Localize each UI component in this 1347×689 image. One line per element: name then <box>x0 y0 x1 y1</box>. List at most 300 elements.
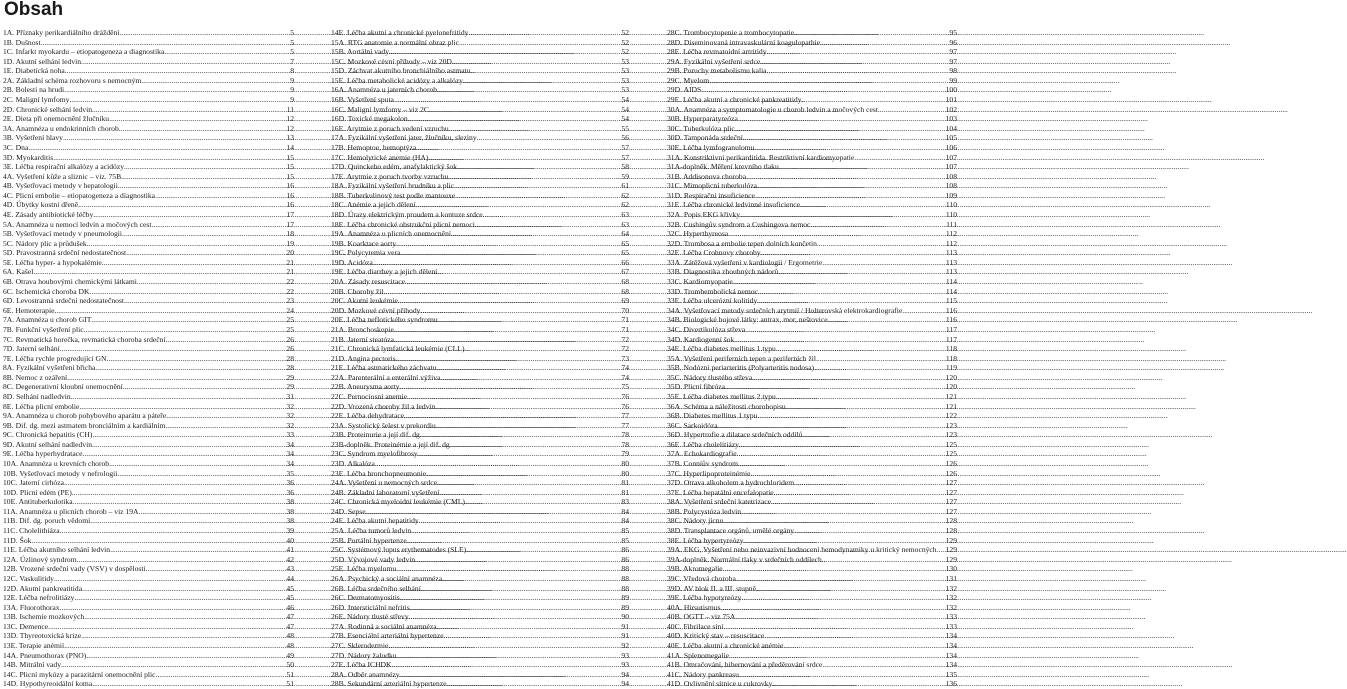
toc-entry-page: 68 <box>621 286 629 296</box>
toc-entry-title: 38E. Léčba hypertyreózy <box>667 535 744 545</box>
toc-entry[interactable] <box>667 248 957 258</box>
toc-entry[interactable] <box>667 162 957 172</box>
dot-leader <box>820 38 948 48</box>
toc-entry[interactable] <box>3 440 294 450</box>
toc-entry[interactable] <box>667 296 957 306</box>
toc-entry[interactable] <box>3 545 294 555</box>
toc-entry[interactable] <box>3 354 294 364</box>
toc-entry[interactable] <box>3 392 294 402</box>
dot-leader <box>166 335 286 345</box>
toc-entry[interactable] <box>3 239 294 249</box>
toc-entry[interactable] <box>667 105 957 115</box>
toc-entry[interactable] <box>667 28 957 38</box>
toc-entry[interactable] <box>667 411 957 421</box>
toc-entry[interactable] <box>331 210 629 220</box>
toc-entry[interactable] <box>667 315 957 325</box>
toc-entry-title: 1E. Diabetická noha <box>3 66 65 76</box>
toc-entry[interactable] <box>331 38 629 48</box>
toc-entry-title: 26A. Psychický a sociální anamnéza <box>331 573 443 583</box>
toc-entry[interactable] <box>667 392 957 402</box>
toc-entry[interactable] <box>3 105 294 115</box>
dot-leader <box>436 421 621 431</box>
dot-leader <box>463 76 620 86</box>
dot-leader <box>72 488 286 498</box>
toc-entry[interactable] <box>667 200 957 210</box>
toc-entry-title: 5A. Anamnéza u nemocí ledvin a močových cest <box>3 219 152 229</box>
toc-entry[interactable] <box>3 449 294 459</box>
toc-entry[interactable] <box>3 488 294 498</box>
toc-entry[interactable] <box>331 392 629 402</box>
toc-entry[interactable] <box>3 382 294 392</box>
toc-entry[interactable] <box>3 124 294 134</box>
toc-entry[interactable] <box>667 335 957 345</box>
toc-entry[interactable] <box>3 220 294 230</box>
toc-entry[interactable] <box>3 478 294 488</box>
toc-entry[interactable] <box>667 47 957 57</box>
toc-entry[interactable] <box>3 670 294 680</box>
toc-entry-page: 32 <box>286 401 294 411</box>
toc-entry[interactable] <box>3 306 294 316</box>
toc-entry[interactable] <box>3 153 294 163</box>
toc-entry-title: 22E. Léčba dehydratace <box>331 411 405 421</box>
toc-entry[interactable] <box>3 402 294 412</box>
dot-leader <box>435 402 620 412</box>
toc-entry[interactable] <box>331 660 629 670</box>
toc-entry[interactable] <box>3 593 294 603</box>
toc-entry[interactable] <box>3 641 294 651</box>
toc-entry[interactable] <box>331 622 629 632</box>
toc-entry[interactable] <box>3 287 294 297</box>
toc-entry[interactable] <box>667 57 957 67</box>
toc-entry[interactable] <box>667 191 957 201</box>
dot-leader <box>437 478 620 488</box>
toc-entry[interactable] <box>3 57 294 67</box>
toc-entry[interactable] <box>331 344 629 354</box>
toc-entry[interactable] <box>667 584 957 594</box>
toc-entry[interactable] <box>667 38 957 48</box>
toc-entry[interactable] <box>331 373 629 383</box>
toc-entry[interactable] <box>331 670 629 680</box>
dot-leader <box>61 660 285 670</box>
toc-entry[interactable] <box>667 133 957 143</box>
toc-entry[interactable] <box>331 47 629 57</box>
toc-entry-page: 45 <box>286 583 294 593</box>
toc-entry[interactable] <box>667 651 957 661</box>
toc-entry[interactable] <box>3 430 294 440</box>
toc-entry[interactable] <box>667 153 957 163</box>
toc-entry[interactable] <box>331 220 629 230</box>
toc-entry[interactable] <box>331 95 629 105</box>
toc-entry[interactable] <box>331 200 629 210</box>
toc-entry-title: 19B. Koarktace aorty <box>331 238 397 248</box>
toc-entry[interactable] <box>667 679 957 689</box>
dot-leader <box>755 191 945 201</box>
toc-entry[interactable] <box>331 143 629 153</box>
toc-entry-page: 21 <box>286 267 294 277</box>
toc-entry[interactable] <box>667 631 957 641</box>
toc-entry[interactable] <box>3 622 294 632</box>
dot-leader <box>77 555 286 565</box>
toc-entry[interactable] <box>331 421 629 431</box>
toc-entry[interactable] <box>667 536 957 546</box>
toc-entry[interactable] <box>3 564 294 574</box>
toc-entry[interactable] <box>331 354 629 364</box>
toc-entry-title: 41C. Nádory pankreasu <box>667 669 739 679</box>
toc-entry-page: 80 <box>621 459 629 469</box>
toc-entry-title: 5E. Léčba hyper- a hypokalémie <box>3 257 102 267</box>
dot-leader <box>902 306 945 316</box>
toc-entry[interactable] <box>3 507 294 517</box>
toc-entry[interactable] <box>331 612 629 622</box>
toc-entry-page: 108 <box>945 171 957 181</box>
toc-entry[interactable] <box>667 306 957 316</box>
toc-entry[interactable] <box>3 555 294 565</box>
toc-entry[interactable] <box>667 478 957 488</box>
toc-entry[interactable] <box>3 315 294 325</box>
toc-entry-title: 14D. Hypothyreoidální koma <box>3 679 93 689</box>
toc-entry[interactable] <box>3 38 294 48</box>
toc-entry[interactable] <box>3 325 294 335</box>
toc-entry[interactable] <box>667 440 957 450</box>
dot-leader <box>166 411 285 421</box>
toc-entry[interactable] <box>3 191 294 201</box>
toc-entry[interactable] <box>3 172 294 182</box>
toc-entry-page: 93 <box>621 650 629 660</box>
toc-entry[interactable] <box>667 124 957 134</box>
dot-leader <box>437 622 621 632</box>
toc-entry[interactable] <box>331 555 629 565</box>
dot-leader <box>419 516 621 526</box>
toc-entry[interactable] <box>667 564 957 574</box>
dot-leader <box>117 469 285 479</box>
toc-entry[interactable] <box>331 191 629 201</box>
toc-entry[interactable] <box>667 555 957 565</box>
toc-entry[interactable] <box>667 363 957 373</box>
dot-leader <box>794 526 945 536</box>
toc-entry[interactable] <box>331 124 629 134</box>
toc-entry[interactable] <box>3 631 294 641</box>
toc-entry-title: 12A. Úzlinový syndrom <box>3 554 77 564</box>
toc-entry[interactable] <box>331 545 629 555</box>
toc-entry-title: 34A. Vyšetřovací metody srdečních arytmií / Holterovská elektrokardiografie <box>667 305 903 315</box>
toc-entry[interactable] <box>667 574 957 584</box>
toc-entry-title: 24D. Sepse <box>331 506 366 516</box>
toc-entry[interactable] <box>667 354 957 364</box>
toc-entry[interactable] <box>331 296 629 306</box>
toc-entry[interactable] <box>331 507 629 517</box>
dot-leader <box>48 622 285 632</box>
toc-entry-title: 15A. RTG anatomie a normální obraz plic <box>331 37 459 47</box>
toc-entry-title: 20B. Choroby žil <box>331 286 384 296</box>
toc-entry[interactable] <box>3 459 294 469</box>
toc-entry[interactable] <box>3 85 294 95</box>
toc-entry[interactable] <box>331 277 629 287</box>
toc-entry[interactable] <box>331 382 629 392</box>
toc-entry[interactable] <box>667 545 957 555</box>
dot-leader <box>124 296 285 306</box>
toc-entry[interactable] <box>331 306 629 316</box>
toc-entry[interactable] <box>3 373 294 383</box>
toc-entry-page: 47 <box>286 612 294 622</box>
toc-entry[interactable] <box>331 402 629 412</box>
toc-entry[interactable] <box>3 526 294 536</box>
toc-entry-title: 2B. Bolesti na hrudi <box>3 85 65 95</box>
toc-entry[interactable] <box>667 344 957 354</box>
toc-entry[interactable] <box>331 593 629 603</box>
toc-entry[interactable] <box>3 584 294 594</box>
toc-entry-title: 37A. Echokardiografie <box>667 449 737 459</box>
toc-entry[interactable] <box>331 66 629 76</box>
toc-entry[interactable] <box>667 258 957 268</box>
toc-entry[interactable] <box>3 651 294 661</box>
toc-entry[interactable] <box>3 497 294 507</box>
toc-entry[interactable] <box>3 133 294 143</box>
dot-leader <box>119 28 289 38</box>
toc-entry[interactable] <box>331 497 629 507</box>
toc-entry[interactable] <box>3 411 294 421</box>
dot-leader <box>410 603 621 613</box>
toc-entry-title: 34B. Biologické bojové látky: antrax, mor, neštovice <box>667 315 828 325</box>
dot-leader <box>822 555 945 565</box>
toc-entry[interactable] <box>331 564 629 574</box>
toc-entry-page: 112 <box>945 238 957 248</box>
toc-entry-title: 17E. Arytmie z poruch tvorby vzruchu <box>331 171 449 181</box>
toc-entry[interactable] <box>331 239 629 249</box>
toc-entry[interactable] <box>3 143 294 153</box>
toc-entry[interactable] <box>667 382 957 392</box>
toc-entry[interactable] <box>331 363 629 373</box>
toc-entry-page: 47 <box>286 621 294 631</box>
toc-entry[interactable] <box>331 114 629 124</box>
toc-entry[interactable] <box>331 469 629 479</box>
dot-leader <box>774 488 945 498</box>
toc-entry-title: 1A. Příznaky perikardiálního dráždění <box>3 28 120 37</box>
toc-entry[interactable] <box>331 526 629 536</box>
toc-entry[interactable] <box>667 66 957 76</box>
toc-entry[interactable] <box>667 459 957 469</box>
toc-entry[interactable] <box>667 526 957 536</box>
toc-entry[interactable] <box>331 536 629 546</box>
toc-entry[interactable] <box>667 220 957 230</box>
toc-entry[interactable] <box>667 488 957 498</box>
toc-entry-title: 34C. Divertikulóza střeva <box>667 324 746 334</box>
toc-entry[interactable] <box>331 325 629 335</box>
dot-leader <box>126 248 285 258</box>
toc-entry[interactable] <box>667 76 957 86</box>
toc-entry[interactable] <box>3 267 294 277</box>
toc-entry[interactable] <box>667 210 957 220</box>
toc-entry-title: 4A. Vyšetření kůže a sliznic – viz. 75B <box>3 171 122 181</box>
toc-entry-page: 71 <box>621 324 629 334</box>
dot-leader <box>794 478 944 488</box>
toc-entry[interactable] <box>331 440 629 450</box>
toc-entry[interactable] <box>667 85 957 95</box>
toc-entry[interactable] <box>3 210 294 220</box>
toc-entry[interactable] <box>3 277 294 287</box>
toc-entry[interactable] <box>667 641 957 651</box>
dot-leader <box>470 66 620 76</box>
dot-leader <box>733 277 945 287</box>
dot-leader <box>457 162 620 172</box>
toc-entry[interactable] <box>331 181 629 191</box>
toc-entry[interactable] <box>331 651 629 661</box>
toc-entry[interactable] <box>3 114 294 124</box>
toc-entry[interactable] <box>331 459 629 469</box>
toc-entry[interactable] <box>667 612 957 622</box>
toc-entry[interactable] <box>331 133 629 143</box>
toc-entry[interactable] <box>667 593 957 603</box>
toc-entry[interactable] <box>3 679 294 689</box>
toc-entry[interactable] <box>331 153 629 163</box>
toc-entry-title: 6B. Otrava houbovými chemickými látkami <box>3 277 137 287</box>
toc-entry[interactable] <box>331 603 629 613</box>
toc-entry[interactable] <box>3 76 294 86</box>
toc-entry[interactable] <box>331 172 629 182</box>
toc-entry[interactable] <box>331 574 629 584</box>
toc-entry[interactable] <box>331 584 629 594</box>
toc-entry[interactable] <box>331 641 629 651</box>
toc-entry-page: 94 <box>621 669 629 679</box>
dot-leader <box>64 478 285 488</box>
toc-entry[interactable] <box>3 574 294 584</box>
toc-entry[interactable] <box>331 287 629 297</box>
toc-entry[interactable] <box>331 449 629 459</box>
toc-entry-title: 6A. Kašel <box>3 267 34 277</box>
toc-entry-page: 133 <box>945 612 957 622</box>
toc-entry-page: 59 <box>621 171 629 181</box>
toc-entry-page: 58 <box>621 162 629 172</box>
toc-entry-title: 4D. Úbytky kostní dřeně <box>3 200 79 210</box>
toc-entry[interactable] <box>667 507 957 517</box>
toc-entry-title: 31A. Konstriktivní perikarditida. Restriktivní kardiomyopatie <box>667 152 855 162</box>
toc-entry[interactable] <box>331 631 629 641</box>
toc-entry[interactable] <box>331 85 629 95</box>
dot-leader <box>828 315 945 325</box>
toc-entry[interactable] <box>331 430 629 440</box>
toc-entry[interactable] <box>3 258 294 268</box>
toc-entry[interactable] <box>667 516 957 526</box>
dot-leader <box>429 105 621 115</box>
toc-entry[interactable] <box>331 258 629 268</box>
dot-leader <box>454 181 620 191</box>
toc-entry[interactable] <box>3 363 294 373</box>
toc-entry[interactable] <box>331 488 629 498</box>
toc-entry[interactable] <box>331 335 629 345</box>
toc-entry[interactable] <box>667 239 957 249</box>
toc-entry[interactable] <box>331 57 629 67</box>
toc-entry[interactable] <box>667 95 957 105</box>
toc-entry[interactable] <box>331 478 629 488</box>
toc-entry-title: 24C. Chronická myeloidní leukémie (CML) <box>331 497 465 507</box>
toc-entry[interactable] <box>667 277 957 287</box>
dot-leader <box>758 287 945 297</box>
toc-entry[interactable] <box>3 421 294 431</box>
toc-entry[interactable] <box>3 536 294 546</box>
toc-entry[interactable] <box>3 296 294 306</box>
toc-entry[interactable] <box>3 516 294 526</box>
toc-entry-title: 15C. Mozkové cévní příhody – viz 20D <box>331 56 452 66</box>
toc-entry[interactable] <box>3 200 294 210</box>
toc-entry[interactable] <box>3 162 294 172</box>
toc-entry[interactable] <box>667 660 957 670</box>
toc-entry[interactable] <box>331 105 629 115</box>
toc-entry-title: 36D. Hypertrofie a dilatace srdečních oddílů <box>667 430 803 440</box>
toc-entry[interactable] <box>3 47 294 57</box>
toc-entry[interactable] <box>3 344 294 354</box>
toc-entry-page: 68 <box>621 277 629 287</box>
toc-entry[interactable] <box>331 162 629 172</box>
toc-entry[interactable] <box>331 315 629 325</box>
toc-entry[interactable] <box>667 114 957 124</box>
dot-leader <box>400 248 620 258</box>
toc-entry-page: 75 <box>621 382 629 392</box>
toc-entry-title: 37E. Léčba hepatální encefalopatie <box>667 487 774 497</box>
toc-entry[interactable] <box>3 181 294 191</box>
toc-entry[interactable] <box>331 267 629 277</box>
toc-entry-title: 16C. Maligní lymfomy – viz 2C <box>331 104 429 114</box>
toc-entry[interactable] <box>3 612 294 622</box>
toc-entry-title: 39C. Vředová choroba <box>667 573 736 583</box>
toc-entry[interactable] <box>331 76 629 86</box>
toc-entry-page: 36 <box>286 478 294 488</box>
toc-entry[interactable] <box>331 28 629 38</box>
toc-entry[interactable] <box>667 497 957 507</box>
toc-entry-page: 97 <box>949 56 957 66</box>
toc-entry[interactable] <box>3 95 294 105</box>
toc-entry[interactable] <box>331 411 629 421</box>
toc-entry[interactable] <box>667 229 957 239</box>
toc-entry[interactable] <box>3 660 294 670</box>
toc-entry[interactable] <box>667 172 957 182</box>
toc-entry[interactable] <box>667 143 957 153</box>
toc-entry-title: 32A. Popis EKG křivky <box>667 209 740 219</box>
toc-entry[interactable] <box>667 622 957 632</box>
toc-entry-page: 118 <box>945 353 957 363</box>
toc-entry[interactable] <box>667 430 957 440</box>
toc-entry[interactable] <box>667 373 957 383</box>
dot-leader <box>771 497 945 507</box>
toc-entry[interactable] <box>331 516 629 526</box>
toc-entry[interactable] <box>667 469 957 479</box>
toc-entry[interactable] <box>667 402 957 412</box>
toc-entry[interactable] <box>3 335 294 345</box>
toc-entry[interactable] <box>3 469 294 479</box>
toc-entry[interactable] <box>667 181 957 191</box>
toc-entry[interactable] <box>667 287 957 297</box>
toc-entry[interactable] <box>331 679 629 689</box>
toc-entry[interactable] <box>667 449 957 459</box>
toc-entry-title: 5C. Nádory plic a průdušek <box>3 238 87 248</box>
toc-entry[interactable] <box>331 229 629 239</box>
toc-entry[interactable] <box>331 248 629 258</box>
dot-leader <box>466 545 620 555</box>
toc-entry-title: 25E. Léčba myelomu <box>331 564 397 574</box>
toc-entry[interactable] <box>3 603 294 613</box>
toc-entry[interactable] <box>667 603 957 613</box>
dot-leader <box>444 631 621 641</box>
toc-entry[interactable] <box>3 229 294 239</box>
toc-entry[interactable] <box>667 670 957 680</box>
toc-entry[interactable] <box>667 325 957 335</box>
toc-entry[interactable] <box>3 28 294 38</box>
toc-entry[interactable] <box>667 421 957 431</box>
toc-entry-page: 71 <box>621 315 629 325</box>
toc-entry[interactable] <box>3 248 294 258</box>
dot-leader <box>416 200 621 210</box>
toc-entry-title: 10E. Antituberkulotika <box>3 497 73 507</box>
toc-entry[interactable] <box>3 66 294 76</box>
toc-entry[interactable] <box>667 267 957 277</box>
